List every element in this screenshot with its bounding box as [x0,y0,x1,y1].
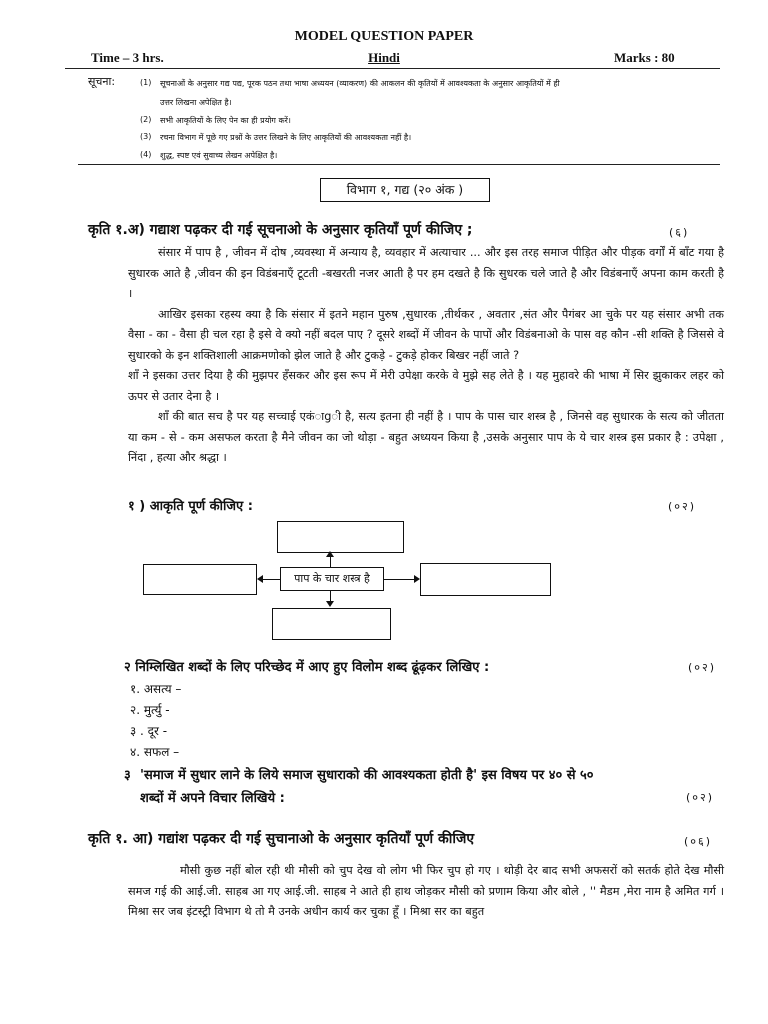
notice-item-text: शुद्ध, स्पष्ट एवं सुवाच्य लेखन अपेक्षित है। [160,151,278,160]
answer-box-bottom[interactable] [272,608,391,640]
arrow-right-icon [414,575,420,583]
passage-text: शाँ ने इसका उत्तर दिया है की मुझपर हँसकर और इस रूप में मेरी उपेक्षा करके वे मुझे सह लेते है । यह मुहावरे की भाषा में सिर झुकाकर लहर को ऊपर से उतार देना है । [128,369,724,403]
q3-number: ३ [124,768,131,783]
answer-box-right[interactable] [420,563,551,596]
notice-item-num: (3) [140,132,152,141]
passage-text: मौसी कुछ नहीं बोल रही थी मौसी को चुप देख वो लोग भी फिर चुप हो गए । थोड़ी देर बाद सभी अफसरों को सतर्क होते देख मौसी समज गई की आई.जी. साहब आ गए आई.जी. साहब ने आते ही हाथ जोड़कर मौसी को प्रणाम किया और बोले , '' मैडम ,मेरा नाम है अमित गर्ग । मिश्रा सर जब इंटस्ट्री विभाग थे तो मै उनके अधीन कार्य कर चुका हूँ । मिश्रा सर का बहुत [128,864,724,918]
notice-item-num: (1) [140,78,152,87]
q3-line-2: शब्दों में अपने विचार लिखिये : [140,791,285,806]
q2-item: ३ . दूर - [130,724,168,738]
notice-label: सूचना: [88,75,116,88]
paper-title: MODEL QUESTION PAPER [294,29,474,44]
kriti-1aa-marks: (०६) [684,835,713,848]
arrow-down-icon [326,601,334,607]
q2-item: २. मुर्त्यु - [130,703,170,717]
notice-item-num: (2) [140,115,152,124]
kriti-1a-heading: कृति १.अ) गद्याश पढ़कर दी गई सूचनाओ के अनुसार कृतियाँ पूर्ण कीजिए ; [88,222,473,238]
notice-item-text: सभी आकृतियों के लिए पेन का ही प्रयोग करें। [160,116,291,125]
q1-marks: (०२) [668,500,697,513]
passage-text: शाँ की बात सच है पर यह सच्चाई एकंाgी है, सत्य इतना ही नहीं है । पाप के पास चार शस्त्र है , जिनसे वह सुधारक के सत्य को जीतता या कम - से - कम असफल करता है मैने जीवन का जो थोड़ा - बहुत अध्ययन किया है ,उसके अनुसार पाप के ये चार शस्त्र इस प्रकार है : उपेक्षा , निंदा , हत्या और श्रद्धा । [128,410,724,464]
q3-line-1: 'समाज में सुधार लाने के लिये समाज सुधाराको की आवश्यकता होती है' इस विषय पर ४० से ५० [140,768,594,783]
section-box [320,178,490,202]
answer-box-top[interactable] [277,521,404,553]
notice-rule [78,164,720,165]
answer-box-left[interactable] [143,564,257,595]
notice-item-text: उत्तर लिखना अपेक्षित है। [160,98,232,107]
header-rule [65,68,720,69]
arrow-right-line [384,579,414,580]
passage-text: संसार में पाप है , जीवन में दोष ,व्यवस्था में अन्याय है, व्यवहार में अत्याचार ... और इस तरह समाज पीड़ित और पीड़क वर्गों में बाँट गया है सुधारक आते है ,जीवन की इन विडंबनाएँ टूटती -बखरती नजर आती है पर हम दखते है कि सुधरक चले जाते है और विडंबनाएँ अपना काम करती है । [128,246,724,300]
passage-paragraph [128,243,724,305]
time-label: Time – 3 hrs. [91,50,164,65]
q1-text: १ ) आकृति पूर्ण कीजिए : [128,499,253,514]
notice-item-num: (4) [140,150,152,159]
q2-marks: (०२) [688,661,717,674]
passage-paragraph [128,305,724,367]
q3-marks: (०२) [686,791,715,804]
arrow-up-line [330,556,331,567]
marks-label: Marks : 80 [614,50,675,65]
kriti-1aa-heading: कृति १. आ) गद्यांश पढ़कर दी गई सुचानाओ के अनुसार कृतियाँ पूर्ण कीजिए [88,831,475,847]
kriti-1a-passage [128,243,724,469]
subject-text: Hindi [368,50,400,65]
center-box [280,567,384,591]
arrow-left-line [262,579,280,580]
kriti-1aa-passage [128,861,724,923]
arrow-up-icon [326,551,334,557]
q2-item: १. असत्य – [130,682,182,696]
notice-item-text: सूचनाओं के अनुसार गद्य पद्य, पूरक पठन तथा भाषा अध्ययन (व्याकरण) की आकलन की कृतियों में आवश्यकता के अनुसार आकृतियों में ही [160,79,560,88]
q2-item: ४. सफल – [130,745,180,759]
notice-item-text: रचना विभाग में पूछे गए प्रश्नों के उत्तर लिखने के लिए आकृतियों की आवश्यकता नहीं है। [160,133,412,142]
passage-paragraph [128,861,724,923]
kriti-1a-marks: (६) [669,226,690,239]
passage-text: आखिर इसका रहस्य क्या है कि संसार में इतने महान पुरुष ,सुधारक ,तीर्थकर , अवतार ,संत और पैगंबर आ चुके पर यह संसार अभी तक वैसा - का - वैसा ही चल रहा है इसे वे क्यो नहीं बदल पाए ? दूसरे शब्दों में जीवन के पापों और विडंबनाओ के पास वह कौन -सी शक्ति है जिससे वे सुधारको के इन शक्तिशाली आक्रमणोको झेल जाते है और टुकड़े - टुकड़े होकर बिखर नहीं जाते ? [128,307,724,362]
q2-text: २ निम्लिखित शब्दों के लिए परिच्छेद में आए हुए विलोम शब्द ढूंढ़कर लिखिए : [124,660,490,675]
section-title: विभाग १, गद्य (२० अंक ) [346,182,464,197]
passage-paragraph [128,366,724,407]
arrow-left-icon [257,575,263,583]
passage-paragraph [128,407,724,469]
center-box-label: पाप के चार शस्त्र है [294,572,370,585]
